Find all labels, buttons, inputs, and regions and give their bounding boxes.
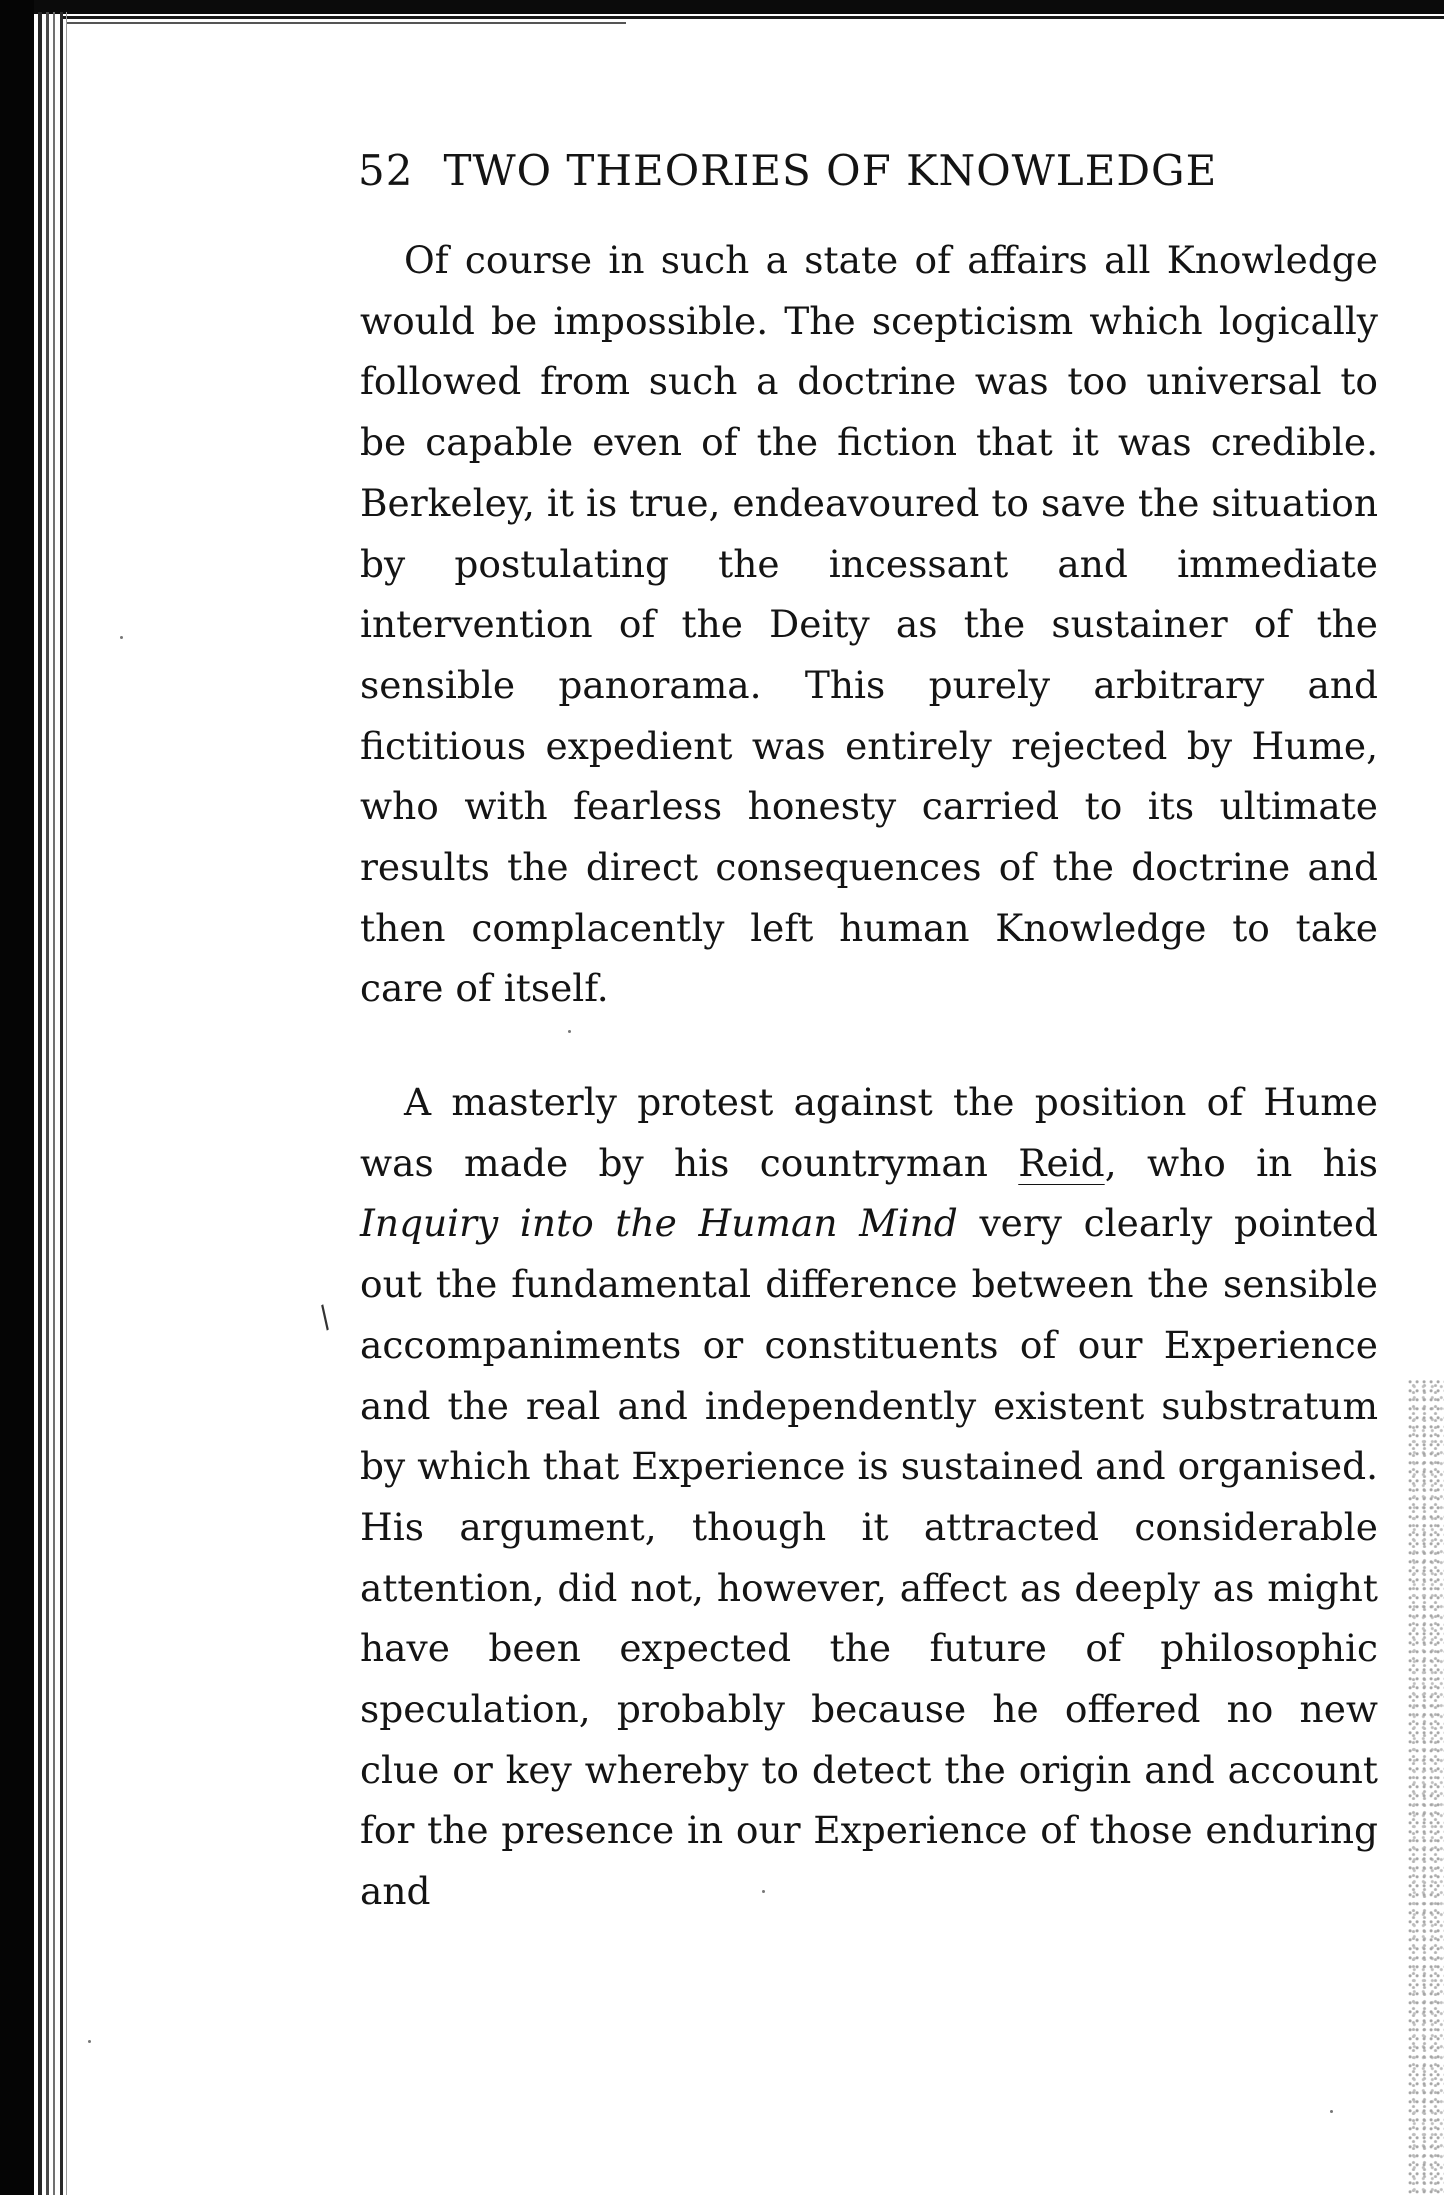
pencil-tick-mark: / — [311, 1299, 339, 1336]
paragraph-2-text: A masterly protest against the position of Hume was made by his countryman — [360, 1080, 1378, 1185]
paragraph-2-text: very clearly pointed out the fundamental difference between the sensible accompaniments or constituents of our Experience and the real and independently existent substratum by which that Experience is sustained and organised. His argument, though it attracted considerable attention, did not, however, affect as deeply as might have been expected the future of philosophic speculation, probably because he offered no new clue or key whereby to detect the origin and account for the presence in our Experience of those enduring and — [360, 1201, 1378, 1914]
page-edge-texture — [1408, 1380, 1444, 2195]
scan-top-edge — [0, 0, 1444, 14]
page-top-rule-secondary — [66, 22, 626, 24]
scan-left-edge — [0, 0, 34, 2195]
underlined-name-reid: Reid — [1018, 1140, 1105, 1185]
paragraph-1: Of course in such a state of affairs all Knowledge would be impossible. The scepticism which logically followed from such a doctrine was too universal to be capable even of the fiction that it was credible. Berkeley, it is true, endeavoured to save the situation by postulating the incessant and immediate intervention of the Deity as the sustainer of the sensible panorama. This purely arbitrary and fictitious expedient was entirely rejected by Hume, who with fearless honesty carried to its ultimate results the direct consequences of the doctrine and then complacently left human Knowledge to take care of itself. — [360, 238, 1378, 1011]
page-top-rule — [60, 16, 1444, 19]
paragraph-2 — [360, 1072, 1378, 1922]
binding-line — [53, 12, 55, 2195]
binding-line — [46, 12, 49, 2195]
scan-speck — [1330, 2110, 1333, 2113]
paragraph-2-text: , who in his — [1104, 1140, 1378, 1185]
binding-line — [60, 12, 63, 2195]
scan-speck — [762, 1890, 765, 1893]
book-title: Inquiry into the Human Mind — [360, 1201, 958, 1246]
running-title: TWO THEORIES OF KNOWLEDGE — [443, 146, 1218, 195]
binding-line — [66, 12, 67, 2195]
page-number: 52 — [358, 146, 414, 195]
scan-speck — [88, 2040, 91, 2043]
running-header — [358, 146, 1217, 195]
scan-speck — [568, 1030, 571, 1033]
binding-line — [38, 12, 42, 2195]
scan-speck — [120, 636, 123, 639]
